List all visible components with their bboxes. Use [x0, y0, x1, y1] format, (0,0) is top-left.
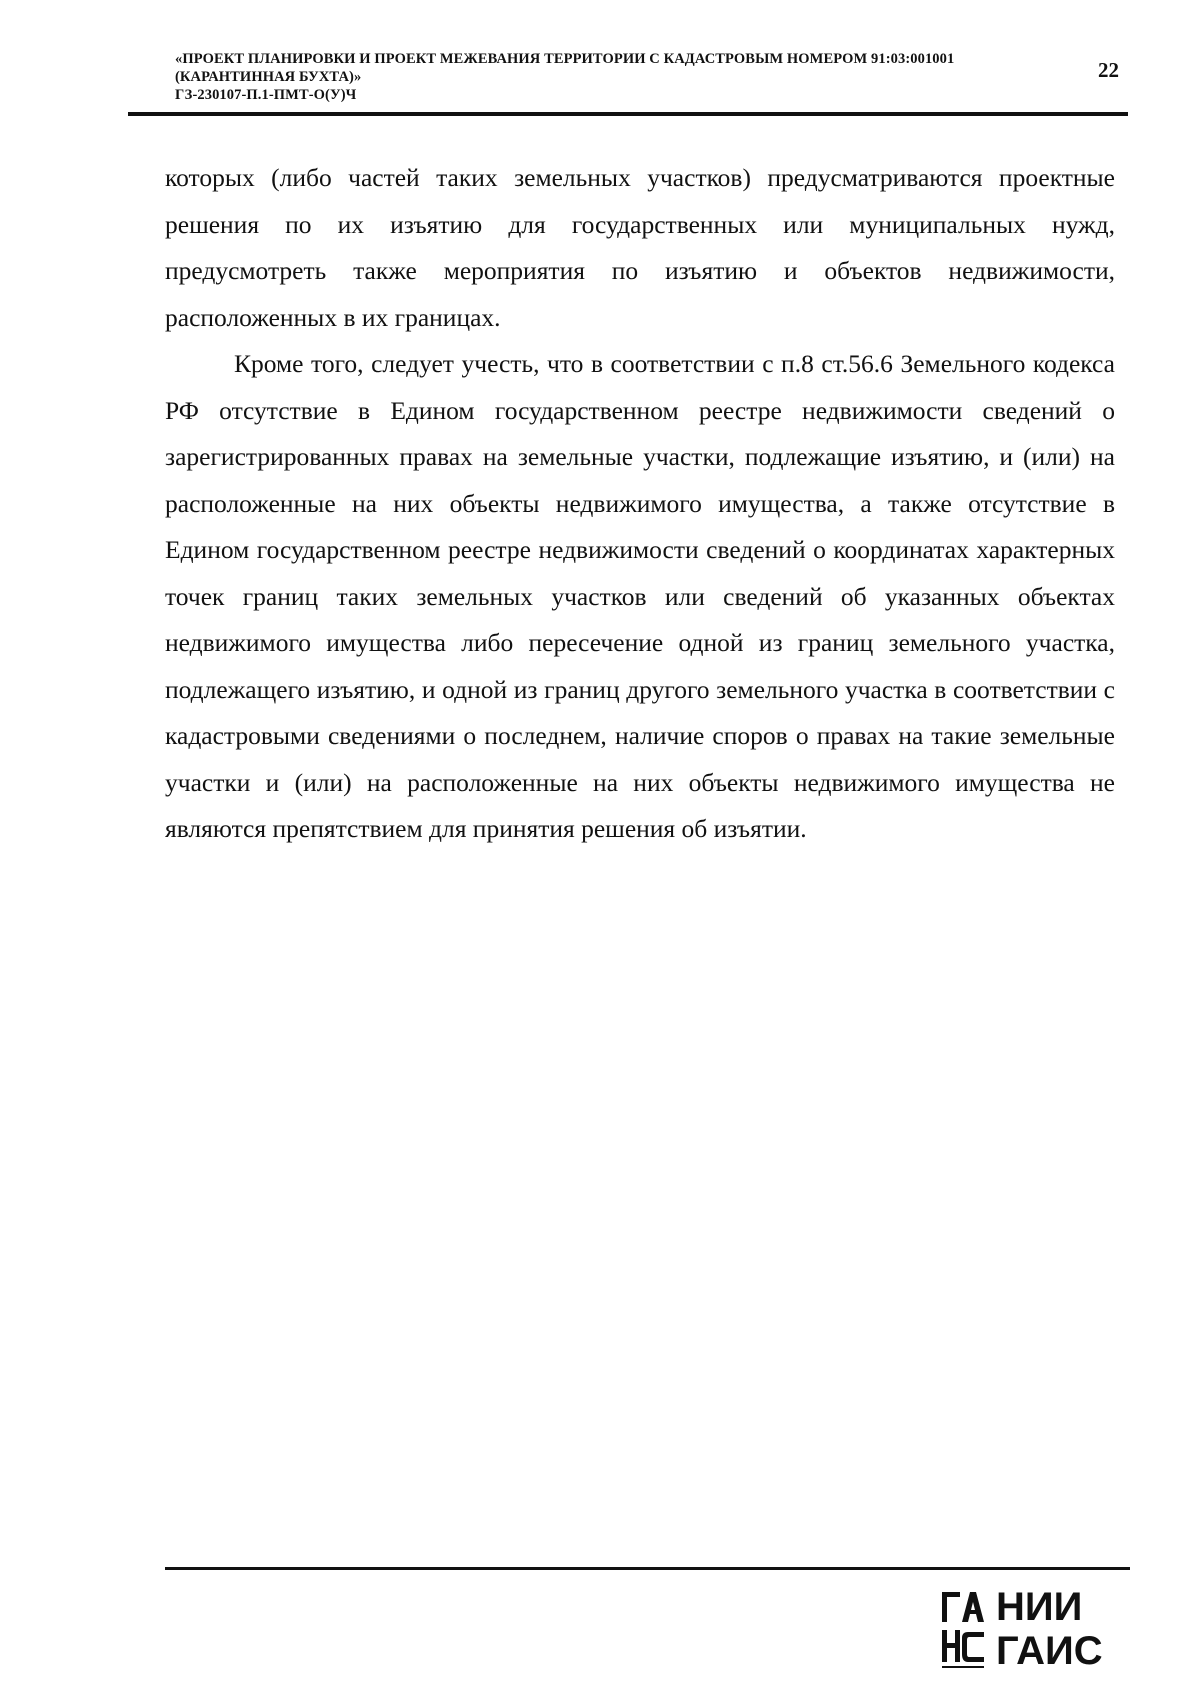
nii-gais-logo [938, 1582, 1118, 1682]
header-divider [128, 112, 1128, 116]
page-number: 22 [1098, 58, 1119, 82]
document-body [165, 155, 1115, 853]
body-paragraph-1: которых (либо частей таких земельных участков) предусматриваются проектные решения по их изъятию для государственных или муниципальных нужд, предусмотреть также мероприятия по изъятию и объектов недвижимости, расположенных в их границах. [165, 163, 1115, 332]
logo-text-line-1: НИИ [996, 1585, 1083, 1629]
document-header [175, 50, 1125, 104]
footer-divider [165, 1567, 1130, 1570]
document-title-line-1: «ПРОЕКТ ПЛАНИРОВКИ И ПРОЕКТ МЕЖЕВАНИЯ ТЕРРИТОРИИ С КАДАСТРОВЫМ НОМЕРОМ 91:03:001001 [175, 51, 955, 67]
body-paragraph-2: Кроме того, следует учесть, что в соответствии с п.8 ст.56.6 Земельного кодекса РФ отсутствие в Едином государственном реестре недвижимости сведений о зарегистрированных правах на земельные участки, подлежащие изъятию, и (или) на расположенные на них объекты недвижимого имущества, а также отсутствие в Едином государственном реестре недвижимости сведений о координатах характерных точек границ таких земельных участков или сведений об указанных объектах недвижимого имущества либо пересечение одной из границ земельного участка, подлежащего изъятию, и одной из границ другого земельного участка в соответствии с кадастровыми сведениями о последнем, наличие споров о правах на такие земельные участки и (или) на расположенные на них объекты недвижимого имущества не являются препятствием для принятия решения об изъятии. [165, 349, 1115, 843]
logo-text-line-2: ГАИС [996, 1629, 1103, 1673]
logo-graphic [938, 1582, 1118, 1682]
document-code: ГЗ-230107-П.1-ПМТ-О(У)Ч [175, 87, 357, 103]
document-title-line-2: (КАРАНТИННАЯ БУХТА)» [175, 69, 362, 85]
